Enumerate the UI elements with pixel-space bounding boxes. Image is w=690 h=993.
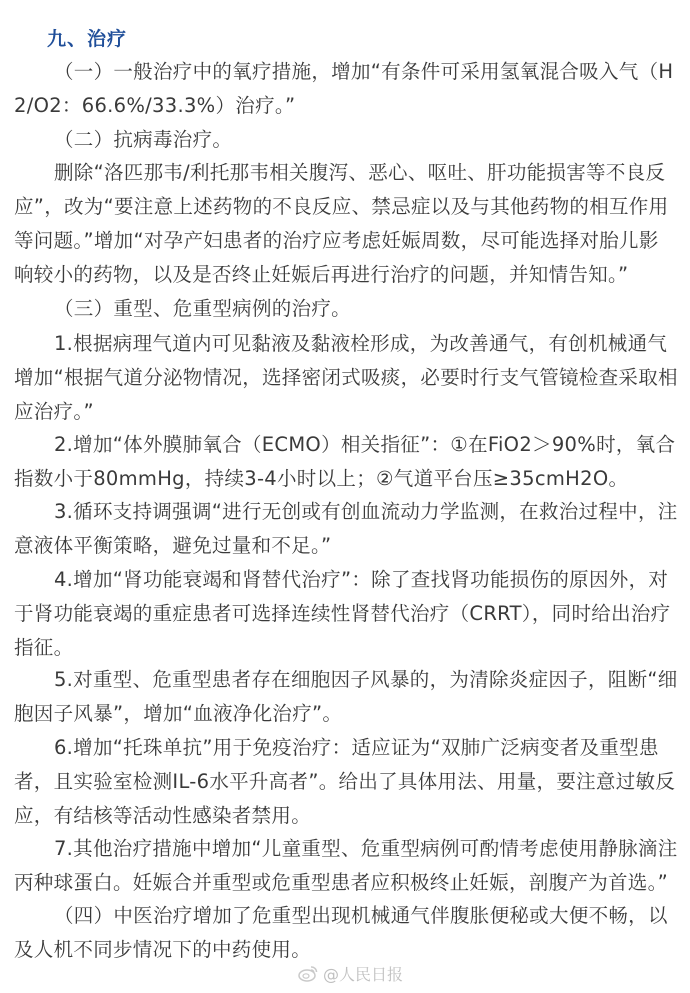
paragraph-severe-cases-heading: （三）重型、危重型病例的治疗。 [53, 297, 351, 320]
paragraph-tcm: （四）中医治疗增加了危重型出现机械通气伴腹胀便秘或大便不畅，以及人机不同步情况下的中药使用。 [14, 904, 668, 961]
paragraph-item-1: 1.根据病理气道内可见黏液及黏液栓形成，为改善通气，有创机械通气增加“根据气道分泌物情况，选择密闭式吸痰，必要时行支气管镜检查采取相应治疗。” [14, 332, 678, 423]
paragraph-oxygen-therapy: （一）一般治疗中的氧疗措施，增加“有条件可采用氢氧混合吸入气（H2/O2：66.6%/33.3%）治疗。” [14, 60, 674, 117]
paragraph-item-4: 4.增加“肾功能衰竭和肾替代治疗”：除了查找肾功能损伤的原因外，对于肾功能衰竭的重症患者可选择连续性肾替代治疗（CRRT），同时给出治疗指征。 [14, 568, 671, 659]
paragraph-item-5: 5.对重型、危重型患者存在细胞因子风暴的，为清除炎症因子，阻断“细胞因子风暴”，增加“血液净化治疗”。 [14, 668, 678, 725]
paragraph-item-6: 6.增加“托珠单抗”用于免疫治疗：适应证为“双肺广泛病变者及重型患者，且实验室检测IL-6水平升高者”。给出了具体用法、用量，要注意过敏反应，有结核等活动性感染者禁用。 [14, 736, 676, 827]
paragraph-item-3: 3.循环支持调强调“进行无创或有创血流动力学监测，在救治过程中，注意液体平衡策略，避免过量和不足。” [14, 500, 678, 557]
section-title: 九、治疗 [47, 28, 128, 50]
paragraph-item-2: 2.增加“体外膜肺氧合（ECMO）相关指征”：①在FiO2＞90%时，氧合指数小于80mmHg，持续3-4小时以上；②气道平台压≥35cmH2O。 [14, 433, 676, 490]
weibo-icon [298, 965, 318, 982]
paragraph-antiviral-details: 删除“洛匹那韦/利托那韦相关腹泻、恶心、呕吐、肝功能损害等不良反应”，改为“要注意上述药物的不良反应、禁忌症以及与其他药物的相互作用等问题。”增加“对孕产妇患者的治疗应考虑妊娠周数，尽可能选择对胎儿影响较小的药物，以及是否终止妊娠后再进行治疗的问题，并知情告知。” [14, 161, 669, 286]
paragraph-antiviral-heading: （二）抗病毒治疗。 [53, 128, 233, 151]
paragraph-item-7: 7.其他治疗措施中增加“儿童重型、危重型病例可酌情考虑使用静脉滴注丙种球蛋白。妊娠合并重型或危重型患者应积极终止妊娠，剖腹产为首选。” [14, 837, 678, 894]
watermark [298, 962, 403, 985]
watermark-text: @人民日报 [323, 965, 404, 984]
